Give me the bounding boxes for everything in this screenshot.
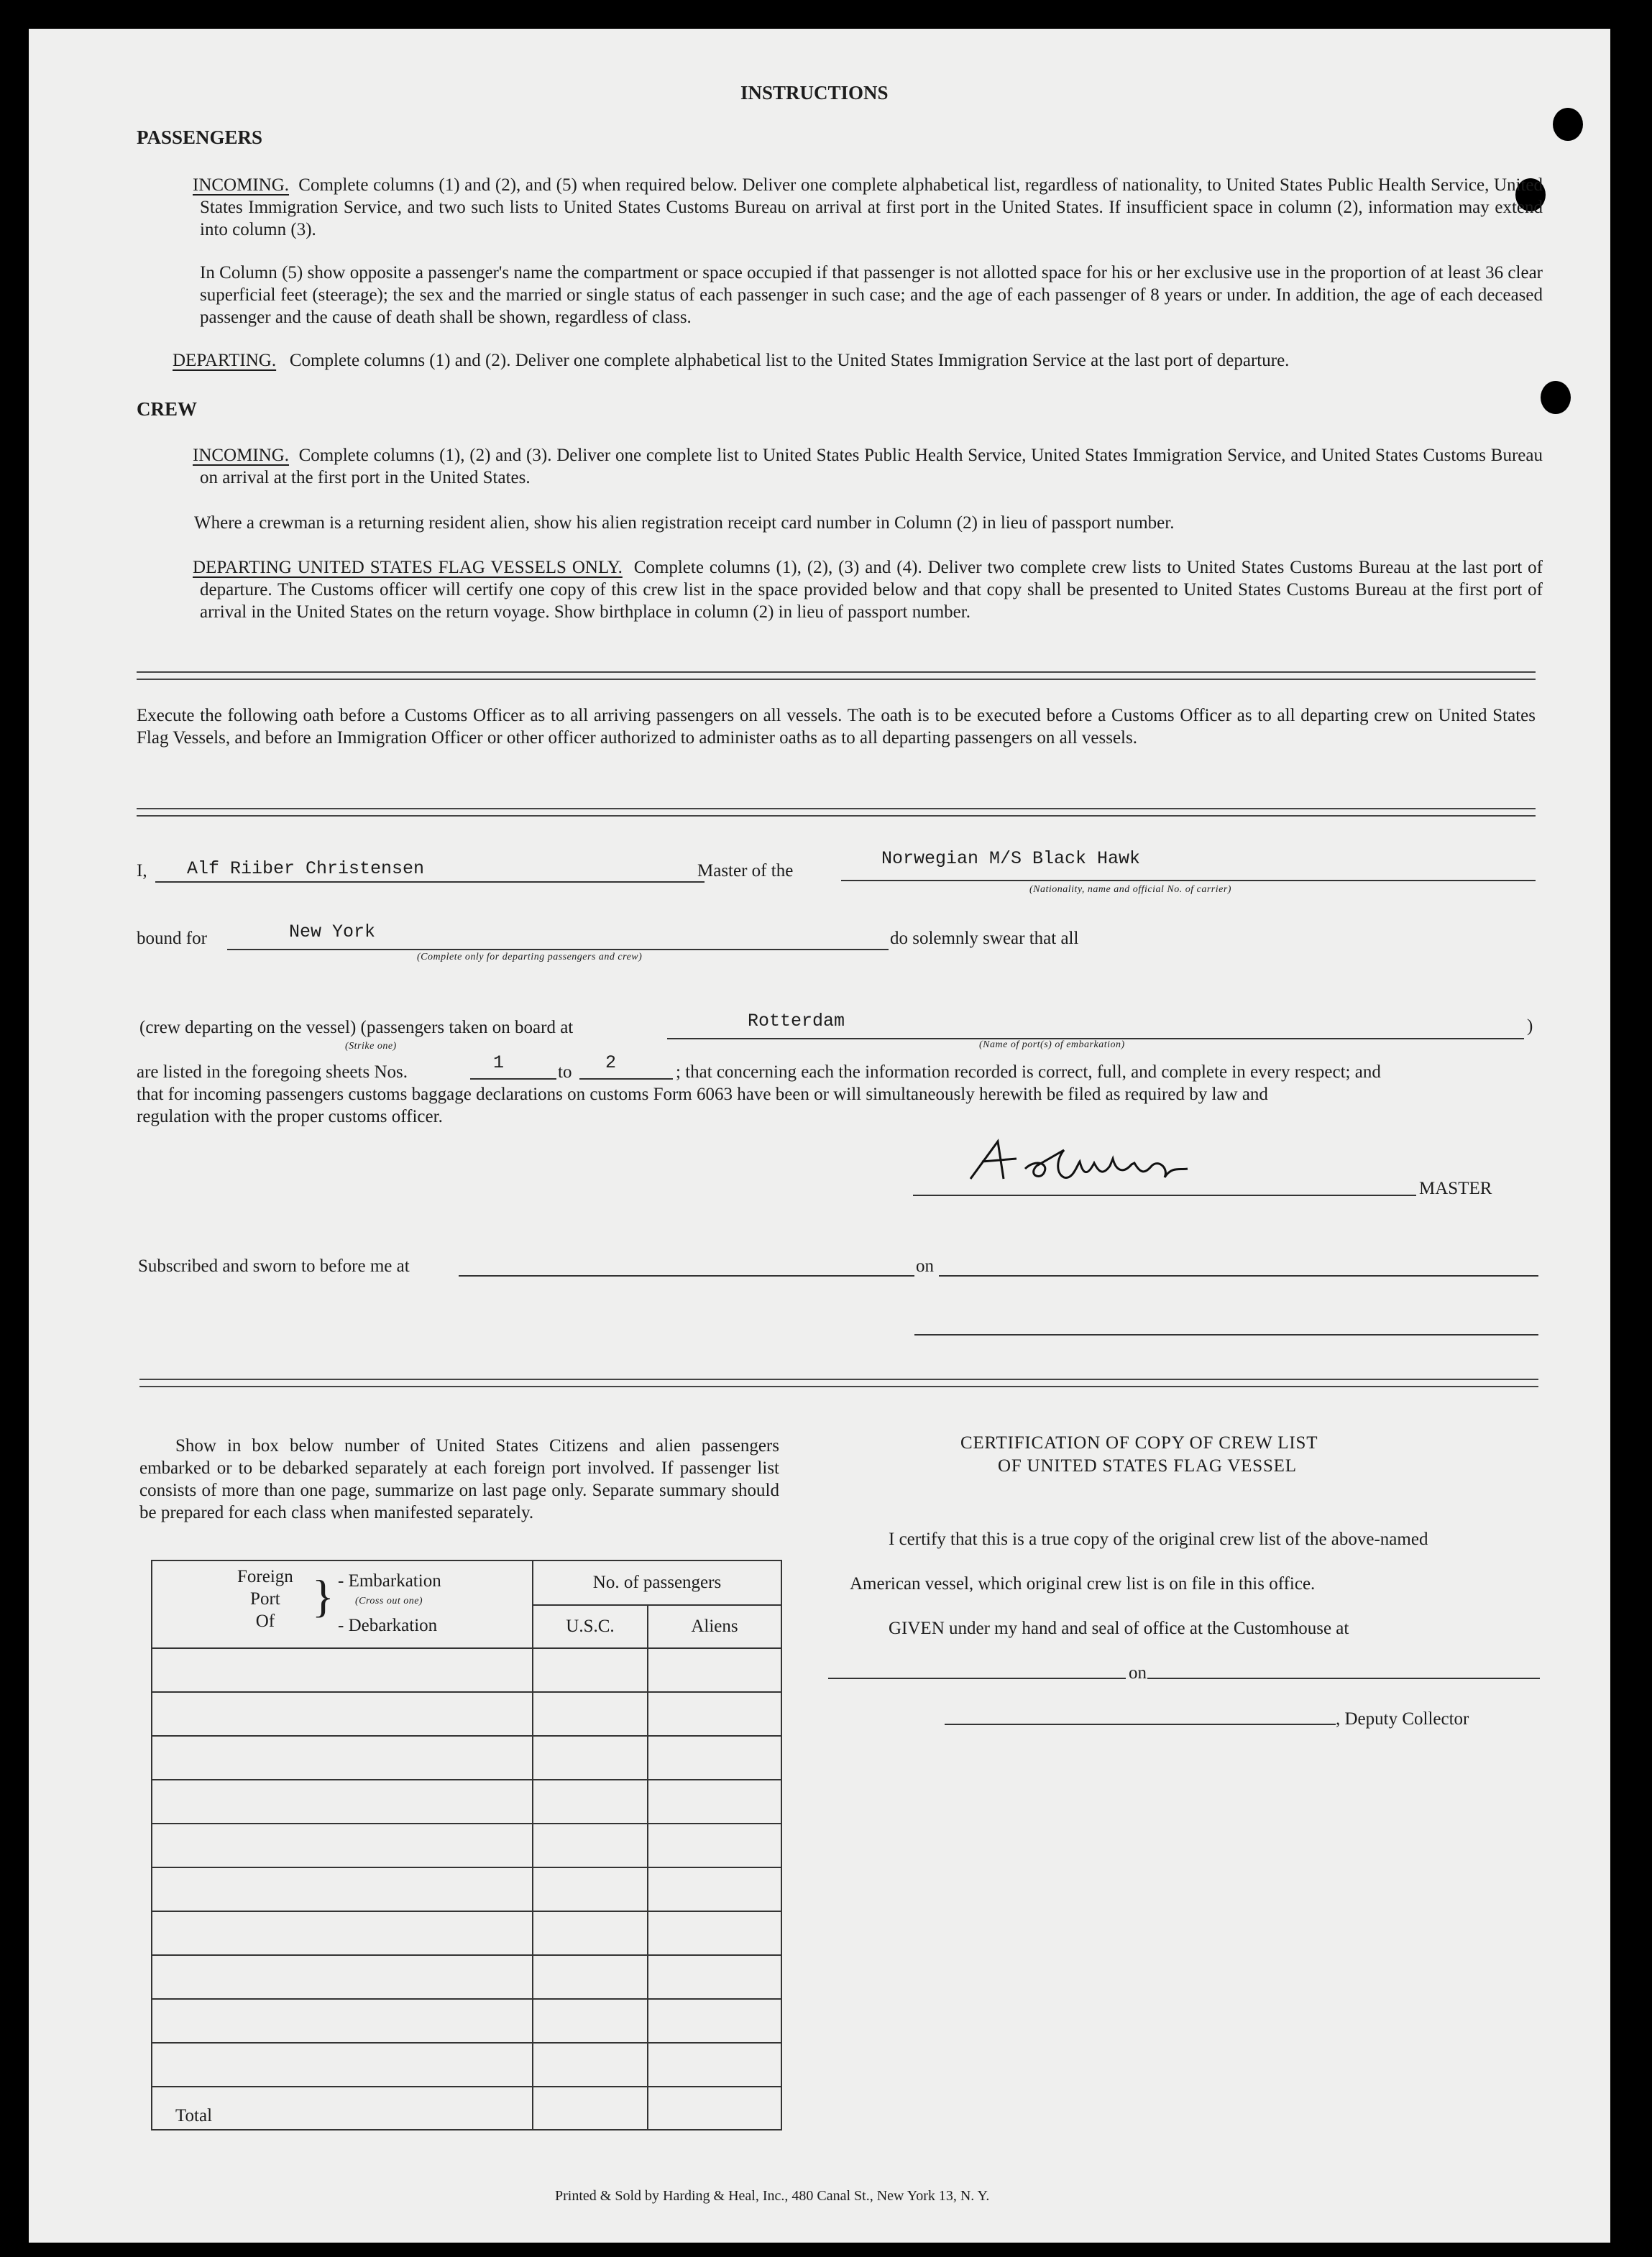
crew-departing-strike: (crew departing on the vessel) (passengers taken on board at xyxy=(139,1018,574,1037)
summary-instruction: Show in box below number of United States Citizens and alien passengers embarked or to be debarked separately at each foreign port involved. If passenger list consists of more than one page, summarize on last page only. Separate summary should be prepared for each class when manifested separately. xyxy=(139,1436,779,1522)
sheet-from-field[interactable] xyxy=(470,1052,556,1080)
crew-resident: Where a crewman is a returning resident alien, show his alien registration receipt card number in Column (2) in lieu of passport number. xyxy=(194,513,1175,533)
table-row[interactable] xyxy=(152,1955,781,1999)
vessel-name: Norwegian M/S Black Hawk xyxy=(881,848,1141,869)
destination-field[interactable] xyxy=(227,920,889,950)
passengers-column5: In Column (5) show opposite a passenger's name the compartment or space occupied if that passenger is not allotted space for his or her exclusive use in the proportion of at least 36 clear superficial feet (steerage); the sex and the married or single status of each passenger in such case; and the age of each passenger of 8 years or under. In addition, the age of each deceased passenger and the cause of death shall be shown, regardless of class. xyxy=(200,263,1543,327)
port-header-cell xyxy=(152,1560,533,1648)
port-name: Rotterdam xyxy=(748,1011,845,1031)
section-divider xyxy=(137,671,1536,680)
usc-header: U.S.C. xyxy=(533,1605,648,1648)
table-row[interactable] xyxy=(152,1867,781,1911)
printer-footer: Printed & Sold by Harding & Heal, Inc., 480 Canal St., New York 13, N. Y. xyxy=(555,2188,990,2204)
oath-instruction: Execute the following oath before a Customs Officer as to all arriving passengers on all vessels. The oath is to be executed before a Customs Officer as to all departing crew on United States Flag Vessels, and before an Immigration Officer or other officer authorized to administer oaths as to all departing passengers on all vessels. xyxy=(137,706,1536,748)
cross-out-caption: (Cross out one) xyxy=(355,1596,423,1606)
incoming-text: Complete columns (1) and (2), and (5) when required below. Deliver one complete alphabetical list, regardless of nationality, to United States Public Health Service, United States Immigration Service, and two such lists to United States Customs Bureau on arrival at first port in the United States. If insufficient space in column (2), information may extend into column (3). xyxy=(200,175,1543,239)
bound-for-label: bound for xyxy=(137,929,207,948)
departing-label: DEPARTING. xyxy=(173,351,277,370)
officer-signature-line[interactable] xyxy=(914,1334,1538,1336)
crew-incoming-text: Complete columns (1), (2) and (3). Deliver one complete list to United States Public Health Service, United States Immigration Service, and United States Customs Bureau on arrival at the first port in the United States. xyxy=(200,446,1543,487)
table-row[interactable] xyxy=(152,1692,781,1736)
debarkation-label: - Debarkation xyxy=(338,1616,438,1635)
master-name: Alf Riiber Christensen xyxy=(187,858,425,879)
subscribed-label: Subscribed and sworn to before me at xyxy=(138,1256,410,1276)
listed-label: are listed in the foregoing sheets Nos. xyxy=(137,1062,408,1082)
crew-departing-text: Complete columns (1), (2), (3) and (4). Deliver two complete crew lists to United States Customs Bureau at the last port of departure. The Customs officer will certify one copy of this crew list in the space provided below and that copy shall be presented to United States Customs Bureau at the first port of arrival in the United States on the return voyage. Show birthplace in column (2) in lieu of passport number. xyxy=(200,558,1543,622)
deputy-signature-line[interactable] xyxy=(945,1724,1336,1725)
close-paren: ) xyxy=(1527,1016,1533,1036)
table-row[interactable] xyxy=(152,1911,781,1955)
crew-incoming-label: INCOMING. xyxy=(193,446,290,465)
embarkation-label: - Embarkation xyxy=(338,1571,441,1591)
port-caption: (Name of port(s) of embarkation) xyxy=(979,1039,1125,1050)
vessel-caption: (Nationality, name and official No. of carrier) xyxy=(1029,884,1231,895)
crew-heading: CREW xyxy=(137,398,198,420)
certification-text-1: I certify that this is a true copy of the original crew list of the above-named xyxy=(889,1530,1428,1549)
section-divider xyxy=(137,808,1536,817)
listed-text-3: regulation with the proper customs officer. xyxy=(137,1107,443,1126)
table-row[interactable] xyxy=(152,1824,781,1867)
passenger-summary-table xyxy=(151,1560,782,2130)
table-row[interactable] xyxy=(152,1648,781,1692)
subscribed-place-line[interactable] xyxy=(459,1275,914,1277)
master-of-label: Master of the xyxy=(697,861,794,881)
swear-text: do solemnly swear that all xyxy=(890,929,1079,948)
master-name-field[interactable] xyxy=(155,855,705,883)
section-divider xyxy=(139,1379,1538,1387)
brace-glyph: } xyxy=(312,1571,334,1622)
to-label: to xyxy=(558,1062,572,1082)
sheet-to: 2 xyxy=(605,1052,617,1073)
destination-caption: (Complete only for departing passengers and crew) xyxy=(417,952,643,962)
port-col-foreign: Foreign xyxy=(237,1567,293,1586)
total-row[interactable] xyxy=(152,2087,781,2130)
certification-date-line[interactable] xyxy=(1147,1678,1540,1679)
customhouse-place-line[interactable] xyxy=(828,1678,1126,1679)
passengers-heading: PASSENGERS xyxy=(137,127,263,148)
certification-text-3: GIVEN under my hand and seal of office at the Customhouse at xyxy=(889,1619,1349,1638)
incoming-label: INCOMING. xyxy=(193,175,290,195)
sheet-to-field[interactable] xyxy=(579,1052,673,1080)
certification-text-2: American vessel, which original crew list is on file in this office. xyxy=(850,1574,1316,1594)
subscribed-on-label: on xyxy=(916,1256,934,1276)
listed-text-2: that for incoming passengers customs baggage declarations on customs Form 6063 have been or will simultaneously herewith be filed as required by law and xyxy=(137,1085,1268,1104)
oath-i-label: I, xyxy=(137,861,147,881)
passengers-incoming xyxy=(193,174,1543,241)
sheet-from: 1 xyxy=(493,1052,505,1073)
crew-departing-label: DEPARTING UNITED STATES FLAG VESSELS ONLY. xyxy=(193,558,623,577)
punch-hole xyxy=(1553,108,1583,141)
master-signature-field[interactable] xyxy=(913,1150,1416,1196)
listed-text-1: ; that concerning each the information recorded is correct, full, and complete in every respect; and xyxy=(676,1062,1381,1082)
deputy-collector-label: , Deputy Collector xyxy=(1336,1709,1469,1729)
crew-departing xyxy=(193,556,1543,623)
instructions-title: INSTRUCTIONS xyxy=(740,82,889,104)
no-of-passengers-header: No. of passengers xyxy=(533,1560,781,1605)
destination: New York xyxy=(289,921,376,942)
port-field[interactable] xyxy=(667,1009,1524,1039)
subscribed-date-line[interactable] xyxy=(939,1275,1538,1277)
certification-title-2: OF UNITED STATES FLAG VESSEL xyxy=(998,1456,1297,1476)
crew-incoming xyxy=(193,444,1543,489)
table-row[interactable] xyxy=(152,2043,781,2087)
passengers-departing xyxy=(173,349,1289,372)
master-signature xyxy=(956,1137,1387,1187)
strike-caption: (Strike one) xyxy=(345,1041,397,1052)
table-row[interactable] xyxy=(152,1999,781,2043)
vessel-field[interactable] xyxy=(841,848,1536,881)
port-col-port: Port xyxy=(250,1589,280,1609)
total-label: Total xyxy=(152,2087,533,2130)
punch-hole xyxy=(1541,381,1571,414)
master-label: MASTER xyxy=(1419,1179,1492,1198)
table-row[interactable] xyxy=(152,1780,781,1824)
form-page xyxy=(29,29,1610,2243)
aliens-header: Aliens xyxy=(648,1605,781,1648)
certification-title-1: CERTIFICATION OF COPY OF CREW LIST xyxy=(960,1433,1318,1453)
certification-on-label: on xyxy=(1129,1663,1147,1683)
departing-text: Complete columns (1) and (2). Deliver one complete alphabetical list to the United States Immigration Service at the last port of departure. xyxy=(289,351,1290,370)
table-row[interactable] xyxy=(152,1736,781,1780)
port-col-of: Of xyxy=(255,1612,275,1631)
